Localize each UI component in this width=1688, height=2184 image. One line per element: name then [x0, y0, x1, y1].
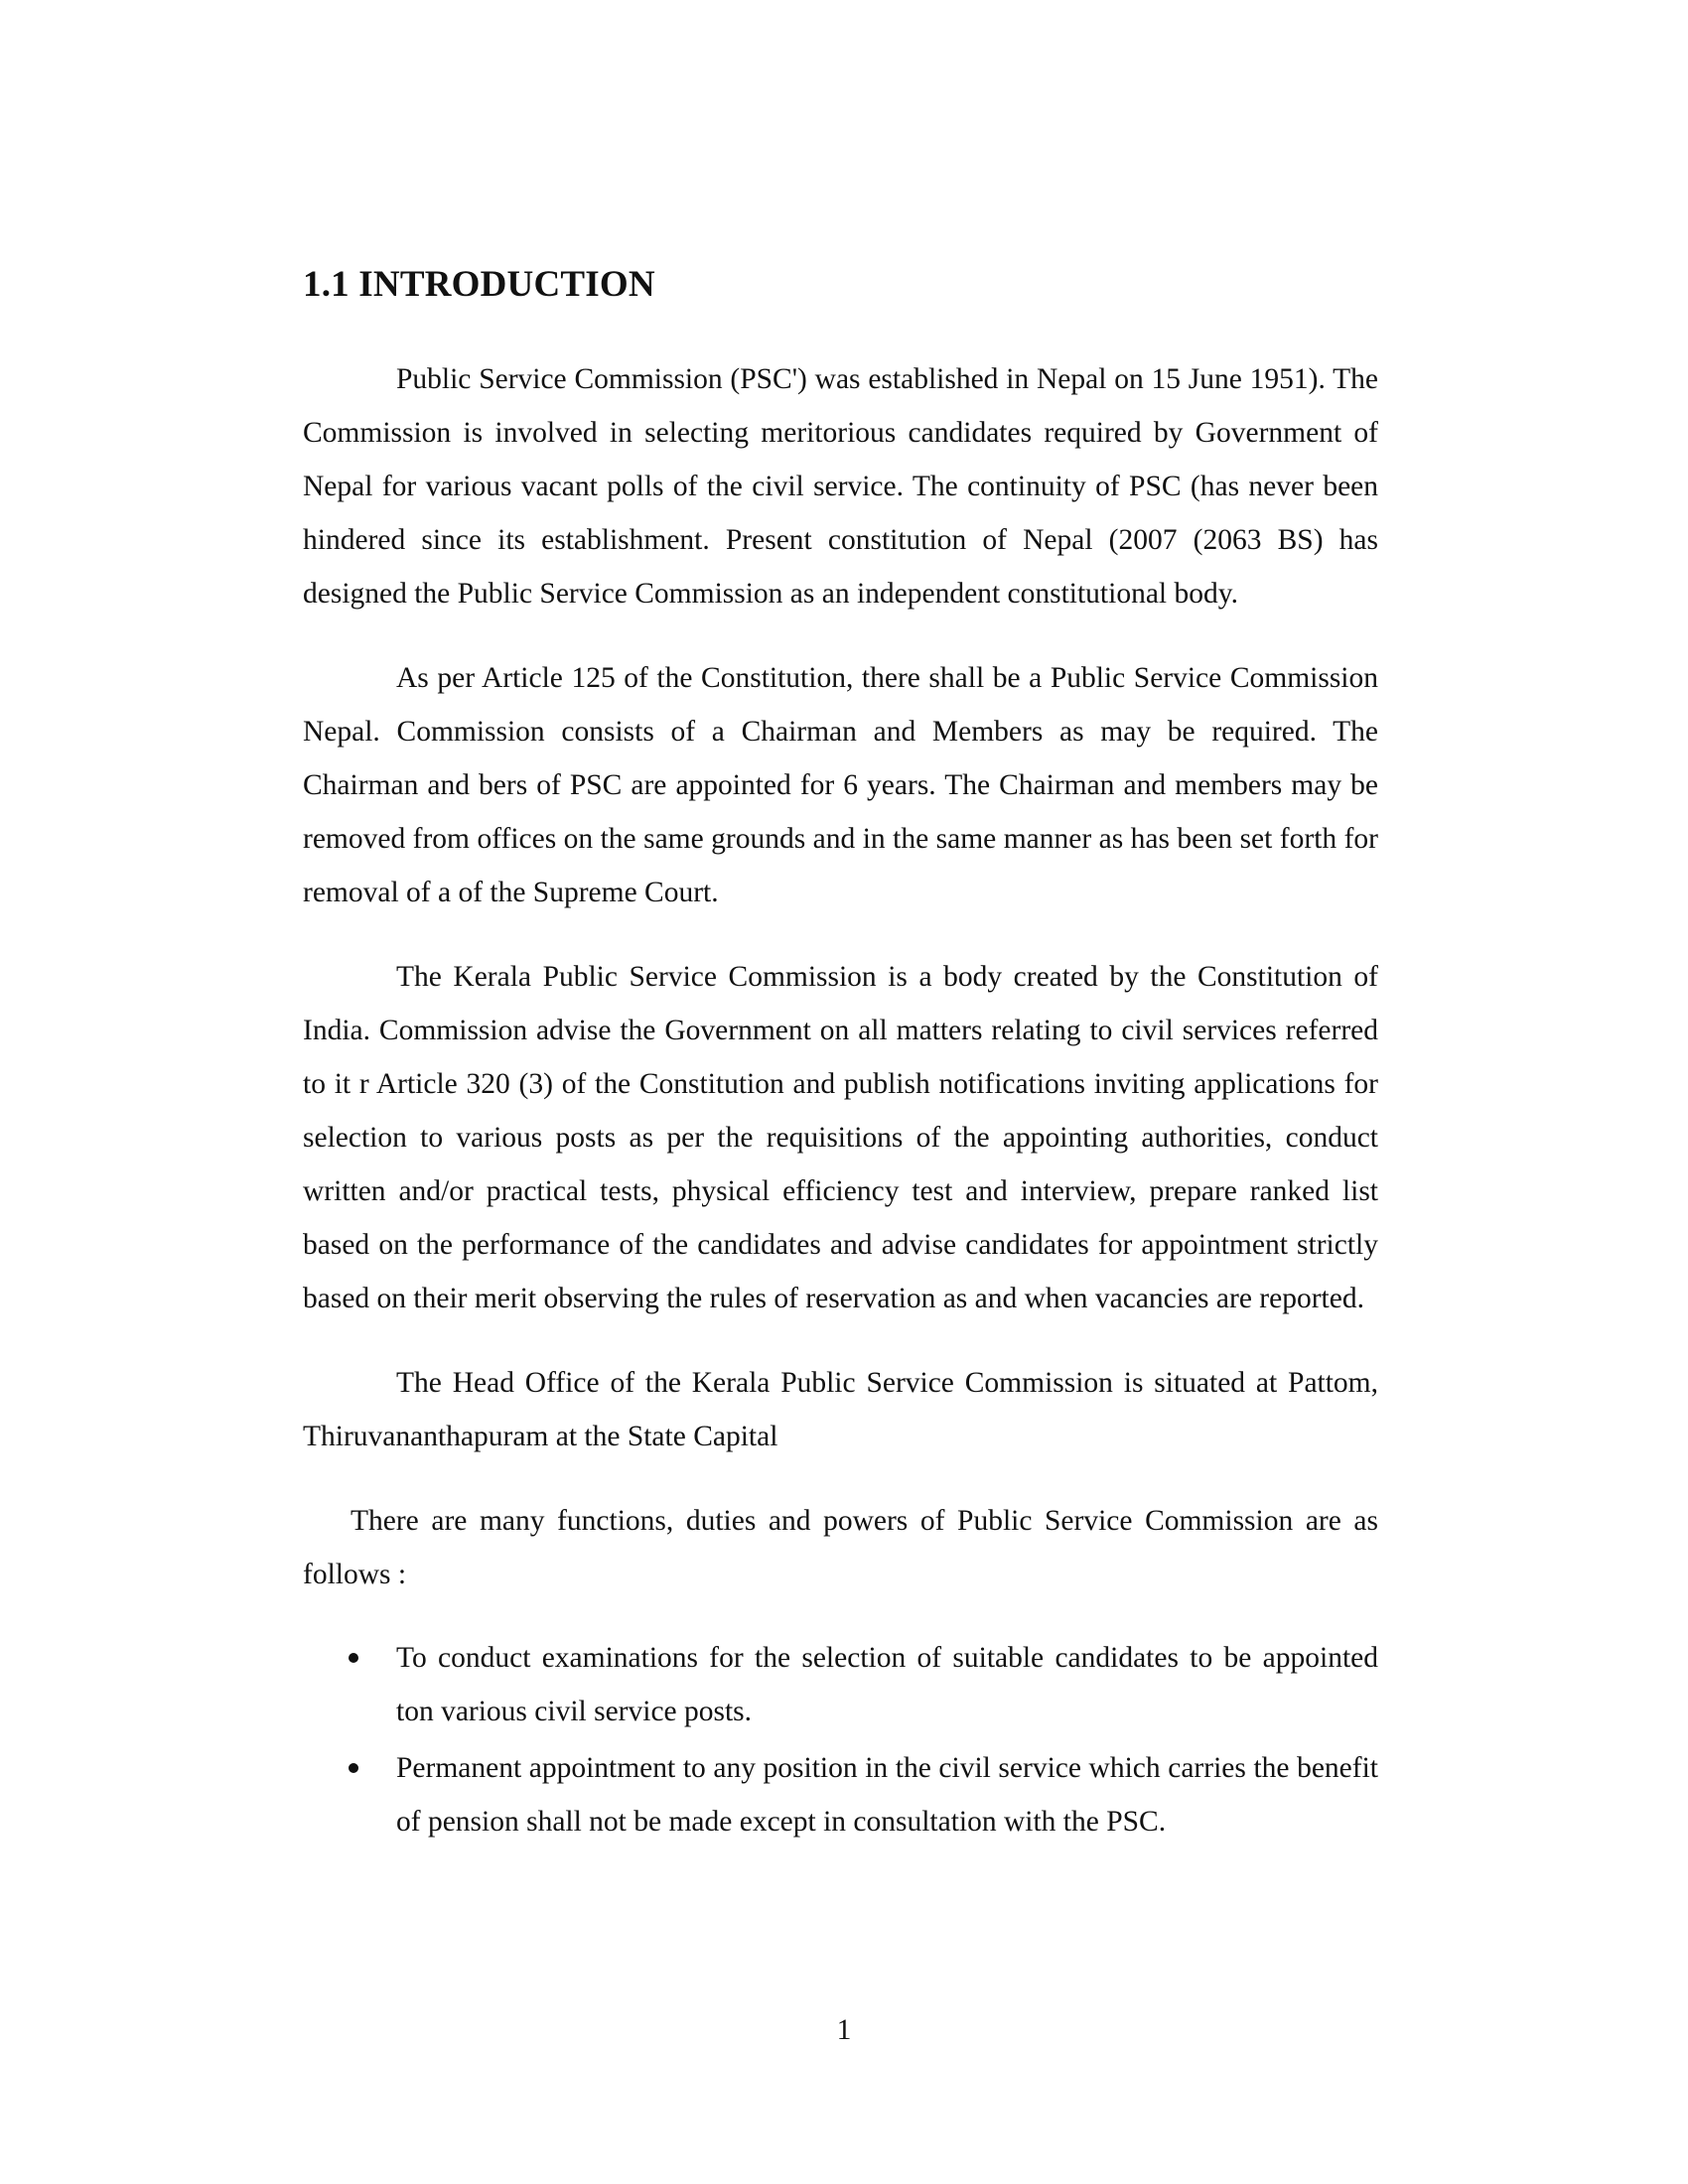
paragraph-article-125: As per Article 125 of the Constitution, there shall be a Public Service Commission Nepal. Commission consists of a Chairman and Members as may be required. The Chairman and bers of PSC are appointed for 6 years. The Chairman and members may be removed from offices on the same grounds and in the same manner as has been set forth for removal of a of the Supreme Court.	[303, 662, 1378, 908]
section-heading: 1.1 INTRODUCTION	[303, 264, 655, 305]
paragraph-kerala-psc: The Kerala Public Service Commission is a body created by the Constitution of India. Commission advise the Government on all matters relating to civil services referred to it r Article 320 (3) of the Constitution and publish notifications inviting applications for selection to various posts as per the requisitions of the appointing authorities, conduct written and/or practical tests, physical efficiency test and interview, prepare ranked list based on the performance of the candidates and advise candidates for appointment strictly based on their merit observing the rules of reservation as and when vacancies are reported.	[303, 961, 1378, 1314]
page-content	[303, 260, 1378, 1851]
paragraph-psc-establishment: Public Service Commission (PSC') was established in Nepal on 15 June 1951). The Commission is involved in selecting meritorious candidates required by Government of Nepal for various vacant polls of the civil service. The continuity of PSC (has never been hindered since its establishment. Present constitution of Nepal (2007 (2063 BS) has designed the Public Service Commission as an independent constitutional body.	[303, 363, 1378, 610]
list-item	[303, 1631, 1378, 1738]
functions-list	[303, 1631, 1378, 1848]
list-item-text: Permanent appointment to any position in the civil service which carries the benefit of pension shall not be made except in consultation with the PSC.	[396, 1752, 1378, 1838]
bullet-icon	[349, 1763, 358, 1773]
bullet-icon	[349, 1653, 358, 1663]
list-item	[303, 1741, 1378, 1848]
paragraph-functions-intro: There are many functions, duties and powers of Public Service Commission are as follows :	[303, 1505, 1378, 1590]
page-number: 1	[836, 2014, 852, 2046]
list-item-text: To conduct examinations for the selection of suitable candidates to be appointed ton various civil service posts.	[396, 1642, 1378, 1727]
paragraph-head-office: The Head Office of the Kerala Public Service Commission is situated at Pattom, Thiruvananthapuram at the State Capital	[303, 1367, 1378, 1452]
